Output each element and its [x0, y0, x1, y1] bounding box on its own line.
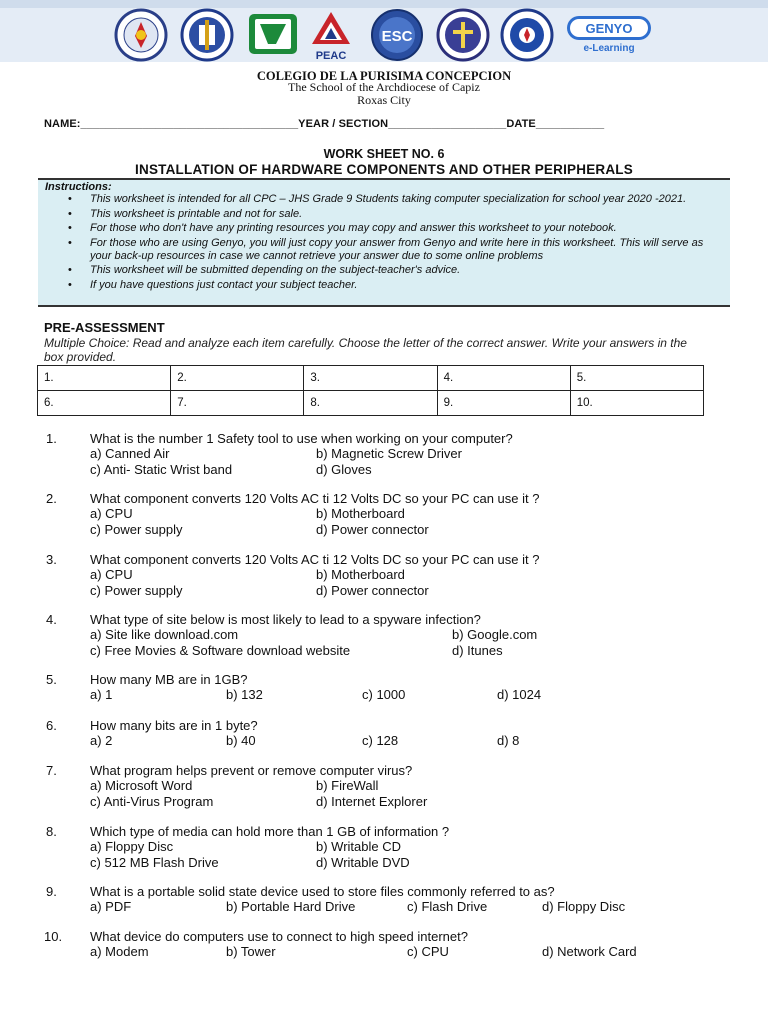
question-text: How many MB are in 1GB?	[90, 672, 248, 687]
choice-a: a) Microsoft Word	[90, 778, 193, 793]
answer-row	[38, 366, 704, 391]
instruction-text: For those who are using Genyo, you will just copy your answer from Genyo and write here in this worksheet. This will serve as your back-up resources in case we cannot retrieve your answer due to some online problems	[90, 236, 704, 262]
question-text: What component converts 120 Volts AC ti 12 Volts DC so your PC can use it ?	[90, 491, 540, 506]
question-text: Which type of media can hold more than 1 GB of information ?	[90, 824, 450, 839]
choice-b: b) Motherboard	[316, 567, 405, 582]
peac-logo	[304, 8, 358, 62]
choice-row	[90, 506, 730, 522]
answer-cell[interactable]: 6.	[38, 391, 171, 416]
choice-row	[90, 446, 730, 462]
bullet-icon: •	[68, 278, 72, 291]
choice-row	[90, 794, 730, 810]
choice-c: c) 512 MB Flash Drive	[90, 855, 219, 870]
choice-row	[90, 944, 730, 960]
answer-cell[interactable]: 9.	[437, 391, 570, 416]
question-text: What component converts 120 Volts AC ti 12 Volts DC so your PC can use it ?	[90, 552, 540, 567]
choice-b: b) Tower	[226, 944, 276, 959]
instruction-item	[68, 193, 720, 206]
choice-d: d) Gloves	[316, 462, 372, 477]
genyo-label: GENYO	[585, 21, 633, 36]
instruction-text: This worksheet will be submitted depending on the subject-teacher's advice.	[90, 264, 461, 276]
esc-logo	[370, 8, 424, 62]
school-seal	[180, 8, 234, 62]
answer-cell[interactable]: 7.	[171, 391, 304, 416]
pre-assessment-directions: Multiple Choice: Read and analyze each item carefully. Choose the letter of the correct answer. Write your answers in the box provided.	[44, 336, 687, 364]
choice-row	[90, 855, 730, 871]
instruction-text: This worksheet is intended for all CPC – JHS Grade 9 Students taking computer specialization for school year 2020 -2021.	[90, 193, 687, 205]
answer-cell[interactable]: 4.	[437, 366, 570, 391]
instruction-text: If you have questions just contact your subject teacher.	[90, 278, 358, 291]
bullet-icon: •	[68, 264, 72, 276]
choice-d: d) Floppy Disc	[542, 899, 626, 914]
question-text: What type of site below is most likely to lead to a spyware infection?	[90, 612, 481, 627]
choice-a: a) CPU	[90, 567, 133, 582]
choice-c: c) Power supply	[90, 522, 183, 537]
choice-a: a) Floppy Disc	[90, 839, 174, 854]
choice-row	[90, 687, 730, 703]
question-number: 6.	[46, 718, 57, 733]
answer-cell[interactable]: 10.	[570, 391, 703, 416]
instructions-title: Instructions:	[45, 181, 112, 193]
genyo-sub: e-Learning	[583, 43, 635, 54]
choice-a: a) PDF	[90, 899, 132, 914]
deped-seal	[114, 8, 168, 62]
bullet-icon: •	[68, 222, 72, 234]
choice-b: b) FireWall	[316, 778, 379, 793]
school-city: Roxas City	[357, 93, 411, 107]
question-number: 3.	[46, 552, 57, 567]
choice-row	[90, 583, 730, 599]
choice-row	[90, 839, 730, 855]
choice-row	[90, 627, 730, 643]
instruction-item	[68, 236, 720, 263]
choice-b: b) Magnetic Screw Driver	[316, 446, 462, 461]
question-number: 5.	[46, 672, 57, 687]
question-number: 10.	[44, 929, 63, 944]
worksheet-number: WORK SHEET NO. 6	[323, 147, 445, 161]
bullet-icon: •	[68, 236, 72, 249]
question-number: 2.	[46, 491, 57, 506]
choice-d: d) Writable DVD	[316, 855, 410, 870]
choice-c: c) Anti- Static Wrist band	[90, 462, 233, 477]
question-text: How many bits are in 1 byte?	[90, 718, 258, 733]
question-number: 9.	[46, 884, 57, 899]
name-year-date-line: NAME:___________________________________YEAR / SECTION___________________DATE___________	[44, 118, 605, 130]
choice-d: d) Power connector	[316, 583, 429, 598]
choice-b: b) 132	[226, 687, 263, 702]
archdiocese-seal	[436, 8, 490, 62]
instruction-item	[68, 278, 720, 292]
choice-a: a) 2	[90, 733, 113, 748]
choice-c: c) Flash Drive	[407, 899, 488, 914]
choice-c: c) Free Movies & Software download website	[90, 643, 351, 658]
peac-label: PEAC	[315, 50, 347, 62]
partner-seal	[500, 8, 554, 62]
pre-assessment-title: PRE-ASSESSMENT	[44, 320, 165, 335]
worksheet-title: INSTALLATION OF HARDWARE COMPONENTS AND OTHER PERIPHERALS	[135, 162, 633, 177]
banner-band	[0, 0, 768, 8]
choice-d: d) Itunes	[452, 643, 503, 658]
answer-cell[interactable]: 8.	[304, 391, 437, 416]
logo-banner	[0, 0, 768, 62]
choice-b: b) Portable Hard Drive	[226, 899, 356, 914]
choice-d: d) Internet Explorer	[316, 794, 428, 809]
choice-d: d) 1024	[497, 687, 542, 702]
instruction-text: This worksheet is printable and not for sale.	[90, 207, 303, 220]
question-text: What is a portable solid state device used to store files commonly referred to as?	[90, 884, 555, 899]
question-text: What is the number 1 Safety tool to use when working on your computer?	[90, 431, 513, 446]
choice-row	[90, 778, 730, 794]
genyo-logo	[566, 14, 652, 54]
instruction-text: For those who don't have any printing resources you may copy and answer this worksheet to your notebook.	[90, 222, 617, 234]
pbm-logo	[246, 8, 300, 62]
answer-cell[interactable]: 5.	[570, 366, 703, 391]
school-name: COLEGIO DE LA PURISIMA CONCEPCION	[256, 69, 512, 83]
bullet-icon: •	[68, 207, 72, 220]
choice-a: a) Canned Air	[90, 446, 170, 461]
answer-table	[37, 365, 704, 416]
instruction-item	[68, 264, 720, 277]
question-text: What device do computers use to connect to high speed internet?	[90, 929, 468, 944]
choice-c: c) Anti-Virus Program	[90, 794, 214, 809]
choice-d: d) Power connector	[316, 522, 429, 537]
instruction-item	[68, 222, 720, 235]
answer-cell[interactable]: 1.	[38, 366, 171, 391]
bullet-icon: •	[68, 193, 72, 205]
instructions-box	[38, 178, 730, 307]
question-number: 7.	[46, 763, 57, 778]
choice-row	[90, 567, 730, 583]
question-text: What program helps prevent or remove computer virus?	[90, 763, 413, 778]
esc-label: ESC	[381, 28, 413, 45]
instructions-list	[68, 193, 720, 293]
choice-d: d) Network Card	[542, 944, 637, 959]
choice-c: c) CPU	[407, 944, 449, 959]
answer-row	[38, 391, 704, 416]
choice-c: c) Power supply	[90, 583, 183, 598]
choice-a: a) Site like download.com	[90, 627, 239, 642]
choice-d: d) 8	[497, 733, 520, 748]
choice-c: c) 1000	[362, 687, 406, 702]
choice-row	[90, 899, 730, 915]
choice-c: c) 128	[362, 733, 399, 748]
choice-a: a) CPU	[90, 506, 133, 521]
choice-row	[90, 462, 730, 478]
answer-cell[interactable]: 3.	[304, 366, 437, 391]
choice-row	[90, 733, 730, 749]
choice-row	[90, 643, 730, 659]
instruction-item	[68, 207, 720, 221]
choice-b: b) Motherboard	[316, 506, 405, 521]
choice-b: b) 40	[226, 733, 256, 748]
school-tagline: The School of the Archdiocese of Capiz	[288, 80, 480, 94]
choice-b: b) Google.com	[452, 627, 538, 642]
question-number: 8.	[46, 824, 57, 839]
answer-cell[interactable]: 2.	[171, 366, 304, 391]
question-number: 1.	[46, 431, 57, 446]
choice-b: b) Writable CD	[316, 839, 402, 854]
question-number: 4.	[46, 612, 57, 627]
choice-a: a) 1	[90, 687, 113, 702]
choice-a: a) Modem	[90, 944, 149, 959]
choice-row	[90, 522, 730, 538]
